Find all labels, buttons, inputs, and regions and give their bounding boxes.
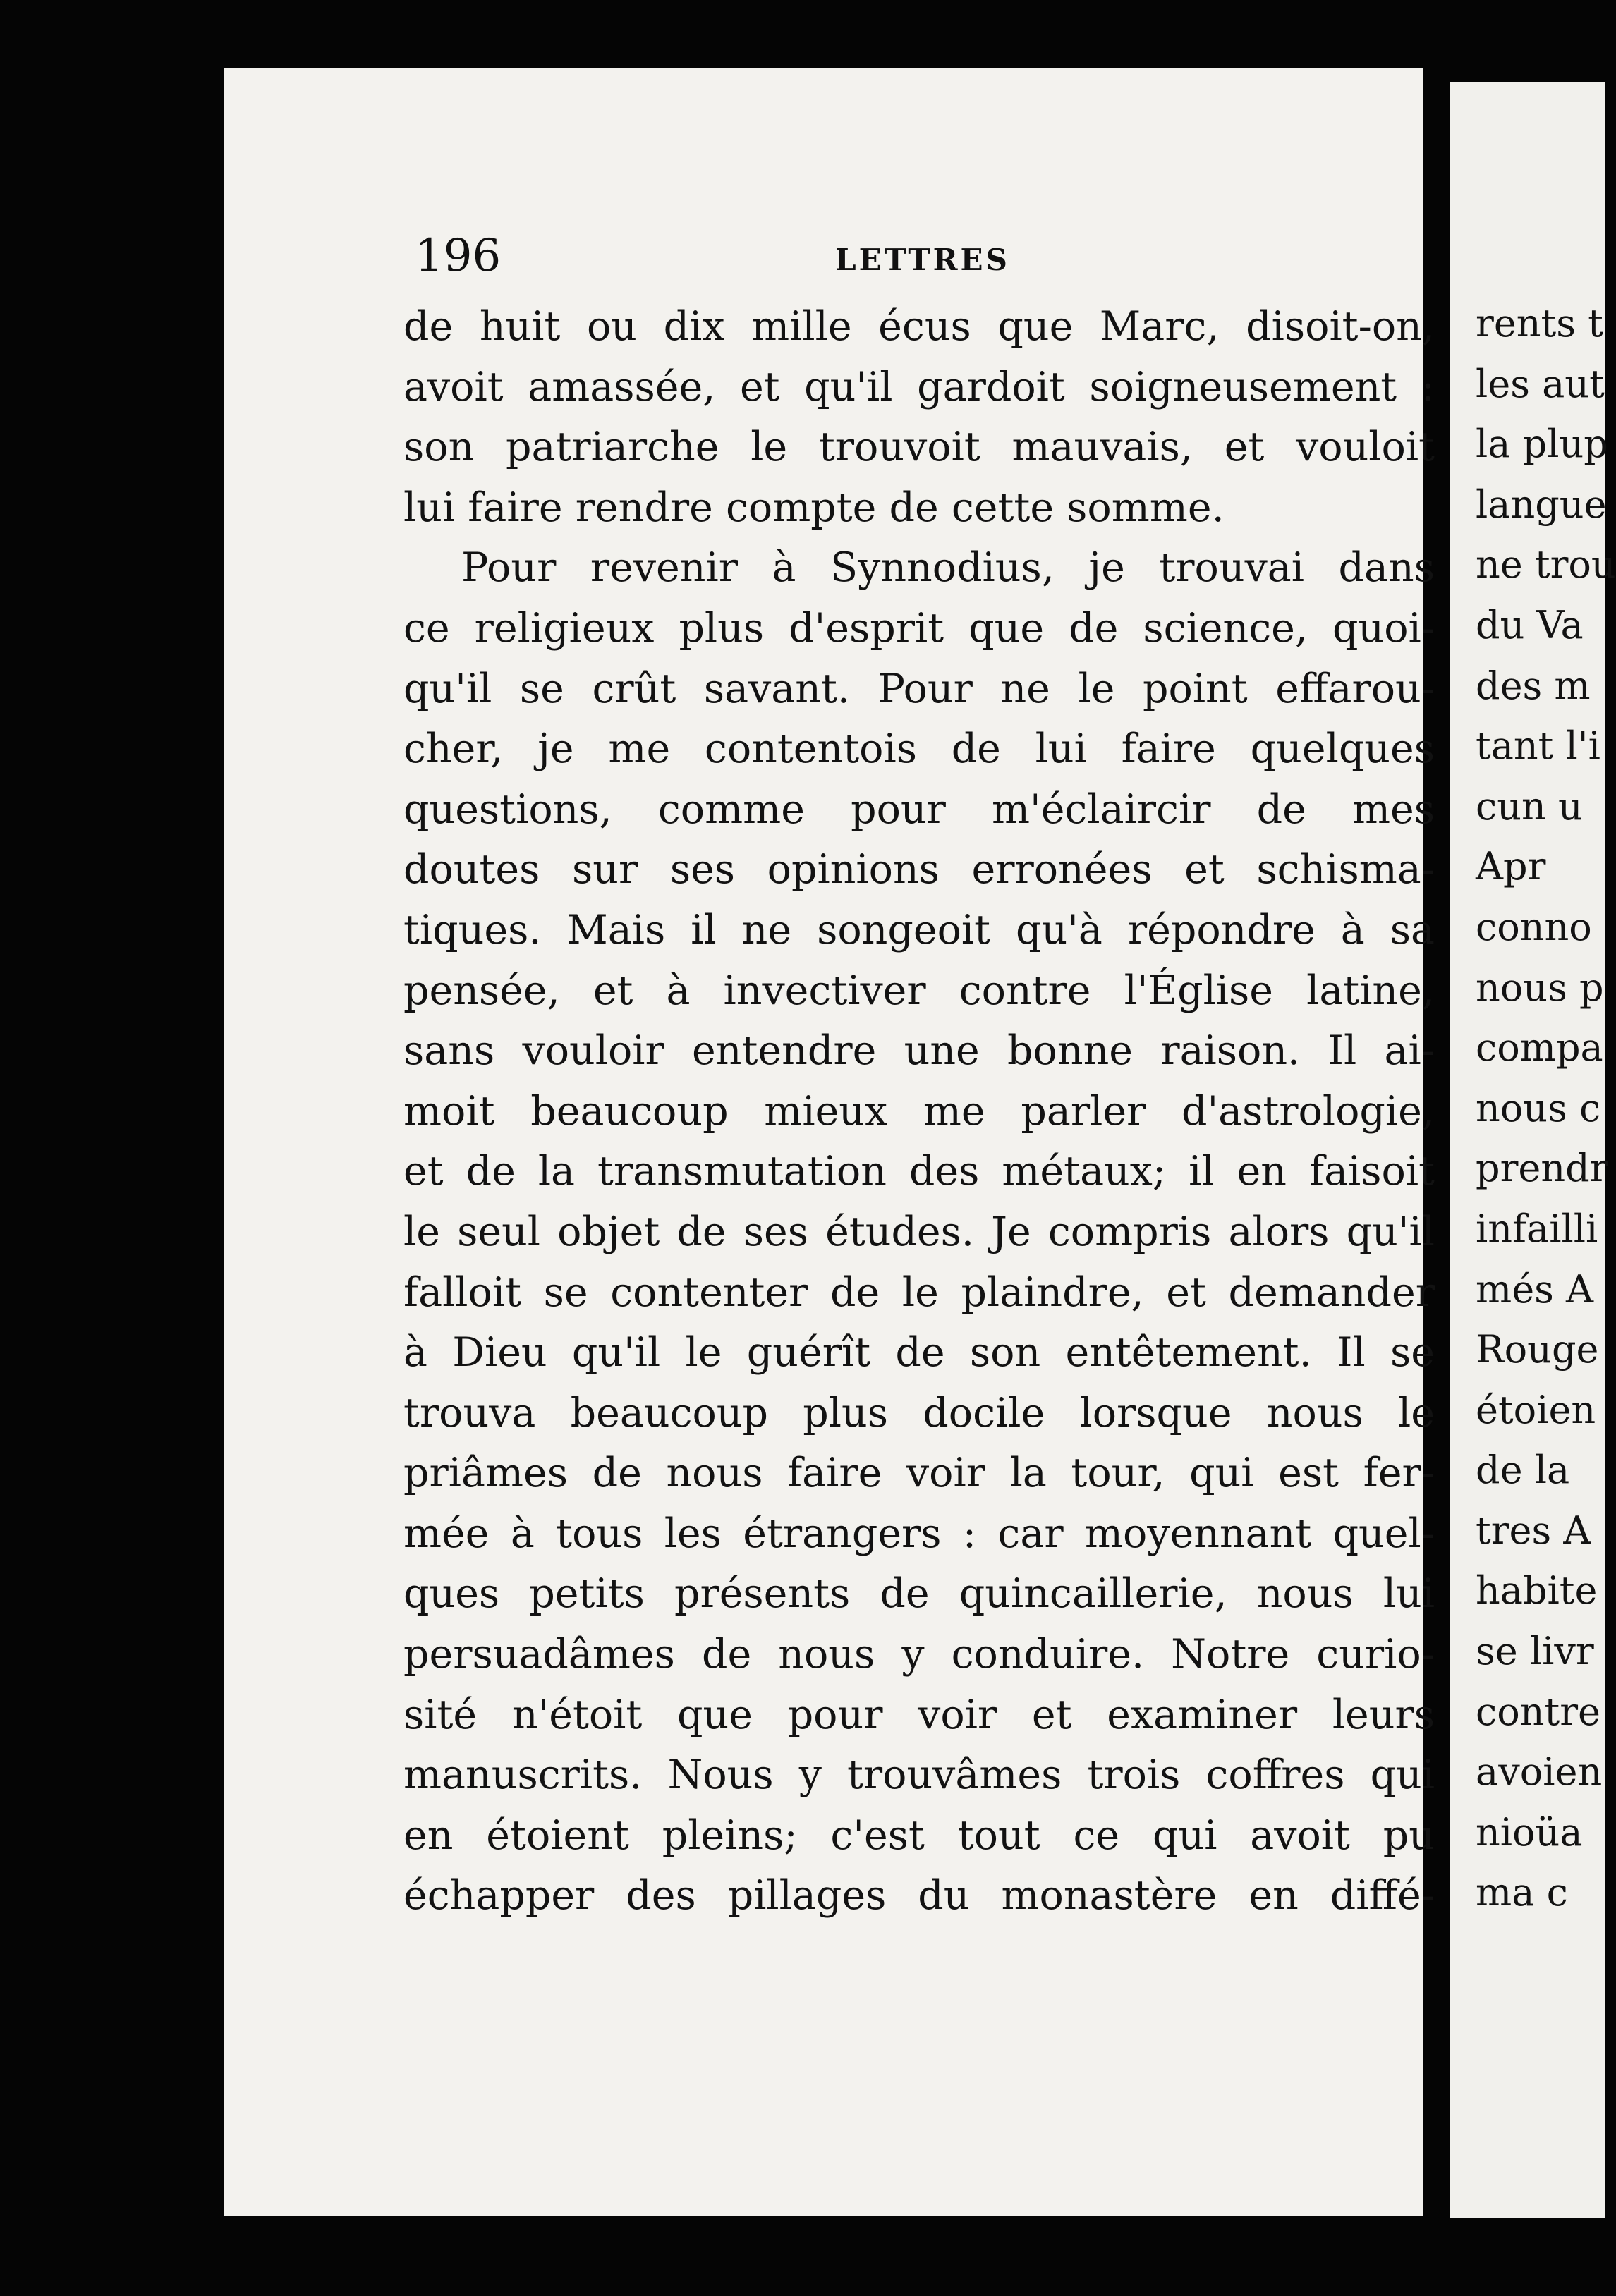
text-line: et de la transmutation des métaux; il en faisoit xyxy=(403,1148,1435,1195)
text-line: més A xyxy=(1476,1266,1594,1312)
right-page xyxy=(1450,82,1616,2218)
text-line: prendr xyxy=(1476,1146,1608,1191)
body-text xyxy=(403,297,1435,1926)
text-line: falloit se contenter de le plaindre, et demander xyxy=(403,1269,1435,1316)
text-line: en étoient pleins; c'est tout ce qui avoit pu xyxy=(403,1812,1435,1859)
text-line: conno xyxy=(1476,904,1592,949)
text-line: tant l'i xyxy=(1476,723,1600,769)
text-line: moit beaucoup mieux me parler d'astrologie, xyxy=(403,1087,1435,1135)
text-line: les aut xyxy=(1476,361,1605,406)
text-line: langue xyxy=(1476,482,1607,527)
right-page-text xyxy=(1476,293,1616,1923)
text-line: cher, je me contentois de lui faire quelques xyxy=(403,726,1435,773)
text-line: de la xyxy=(1476,1448,1570,1493)
text-line: persuadâmes de nous y conduire. Notre curio- xyxy=(403,1631,1435,1678)
text-line: tiques. Mais il ne songeoit qu'à répondre à sa xyxy=(403,906,1435,953)
text-line: du Va xyxy=(1476,602,1584,647)
text-line: Rouge xyxy=(1476,1327,1599,1372)
text-line: trouva beaucoup plus docile lorsque nous le xyxy=(403,1389,1435,1436)
text-line: tres A xyxy=(1476,1508,1591,1553)
text-line: sité n'étoit que pour voir et examiner leurs xyxy=(403,1691,1435,1738)
text-line: lui faire rendre compte de cette somme. xyxy=(403,484,1225,531)
text-line: compa xyxy=(1476,1025,1603,1070)
text-line: sans vouloir entendre une bonne raison. Il ai- xyxy=(403,1027,1435,1075)
text-line: priâmes de nous faire voir la tour, qui est fer- xyxy=(403,1450,1435,1497)
text-line: se livr xyxy=(1476,1629,1594,1674)
text-line: ma c xyxy=(1476,1870,1568,1915)
text-line: des m xyxy=(1476,663,1591,708)
text-line: mée à tous les étrangers : car moyennant quel- xyxy=(403,1510,1435,1557)
text-line: habite xyxy=(1476,1568,1598,1613)
text-line: échapper des pillages du monastère en diffé- xyxy=(403,1872,1435,1919)
text-line: qu'il se crût savant. Pour ne le point effarou- xyxy=(403,665,1435,712)
text-line: pensée, et à invectiver contre l'Église latine, xyxy=(403,967,1435,1014)
text-line: de huit ou dix mille écus que Marc, disoit-on, xyxy=(403,303,1435,350)
text-line: ques petits présents de quincaillerie, nous lui xyxy=(403,1570,1435,1618)
text-line: ce religieux plus d'esprit que de science, quoi- xyxy=(403,604,1435,652)
left-page xyxy=(224,68,1435,2216)
text-line: le seul objet de ses études. Je compris alors qu'il xyxy=(403,1208,1435,1255)
text-line: manuscrits. Nous y trouvâmes trois coffres qui xyxy=(403,1752,1435,1799)
text-line: à Dieu qu'il le guérît de son entêtement. Il se xyxy=(403,1329,1435,1376)
text-line: contre xyxy=(1476,1689,1601,1734)
text-line: avoien xyxy=(1476,1750,1603,1795)
text-line: ne trou xyxy=(1476,542,1616,587)
text-line: nous c xyxy=(1476,1085,1601,1130)
text-line: rents t xyxy=(1476,301,1603,346)
text-line: nioüa xyxy=(1476,1809,1583,1855)
text-line: cun u xyxy=(1476,783,1583,829)
text-line: avoit amassée, et qu'il gardoit soigneusement : xyxy=(403,363,1435,410)
text-line: infailli xyxy=(1476,1206,1598,1251)
text-line: Pour revenir à Synnodius, je trouvai dans xyxy=(461,544,1435,592)
text-line: la plup xyxy=(1476,422,1608,467)
text-line: Apr xyxy=(1476,844,1546,889)
text-line: nous p xyxy=(1476,965,1604,1010)
text-line: son patriarche le trouvoit mauvais, et vouloit xyxy=(403,424,1435,471)
page-number: 196 xyxy=(415,230,502,282)
text-line: questions, comme pour m'éclaircir de mes xyxy=(403,786,1435,833)
text-line: doutes sur ses opinions erronées et schisma- xyxy=(403,846,1435,893)
running-head: LETTRES xyxy=(835,243,1010,277)
text-line: étoien xyxy=(1476,1387,1596,1432)
